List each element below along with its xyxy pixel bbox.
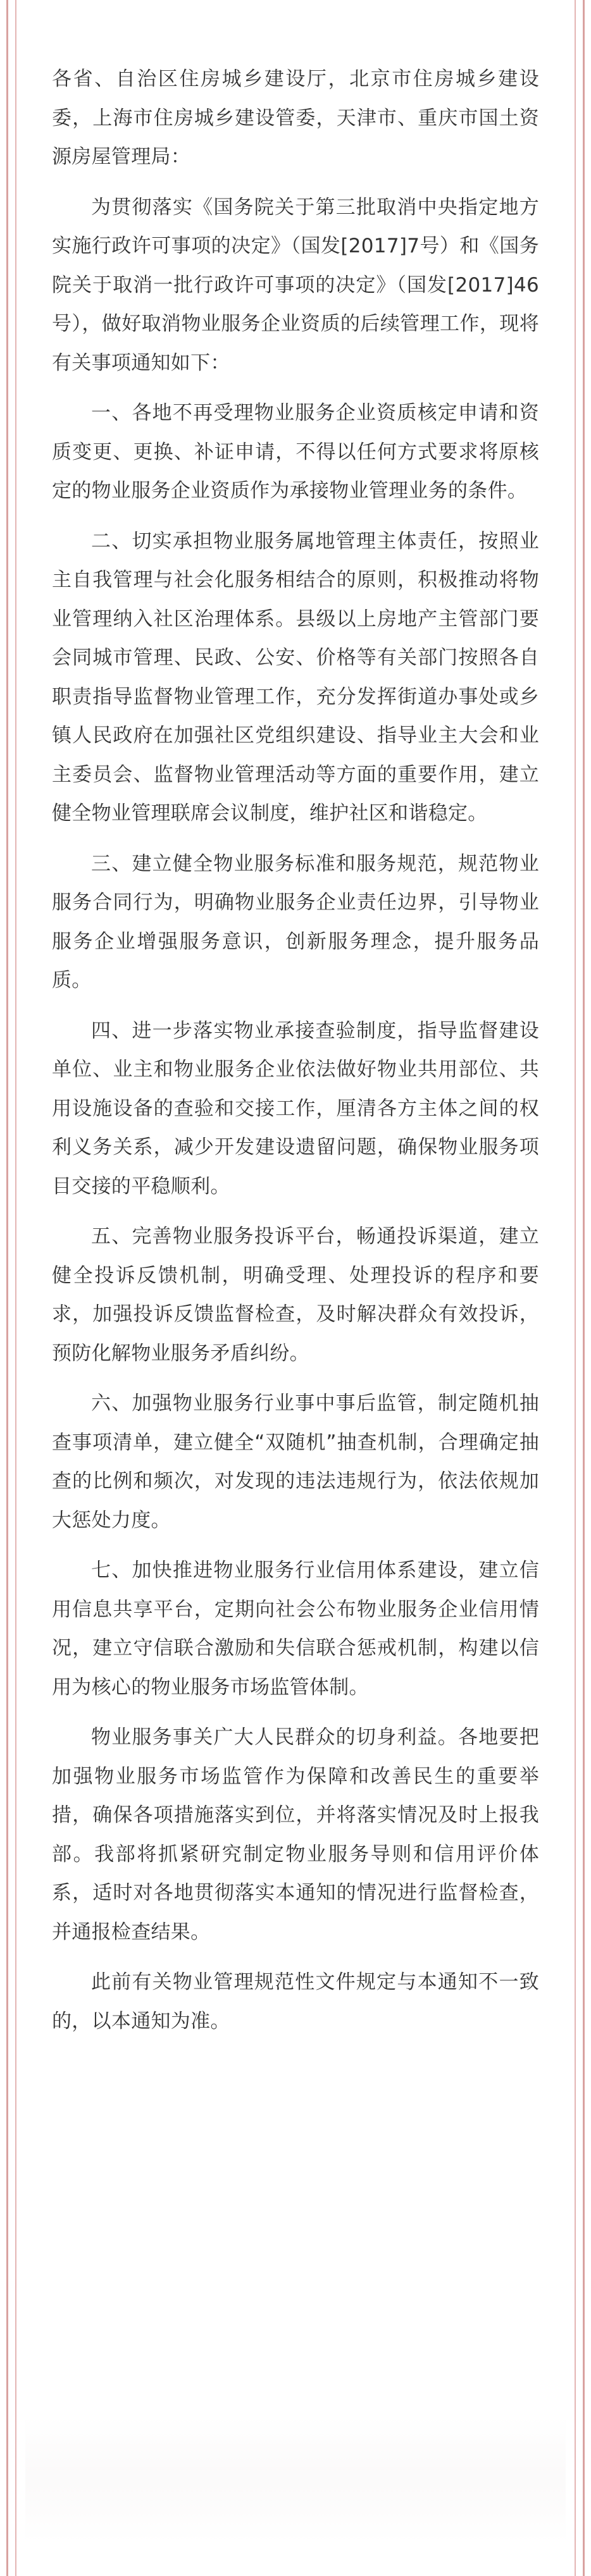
paragraph-item-5: 五、完善物业服务投诉平台，畅通投诉渠道，建立健全投诉反馈机制，明确受理、处理投诉的程序和要求，加强投诉反馈监督检查，及时解决群众有效投诉，预防化解物业服务矛盾纠纷。 <box>52 1225 539 1365</box>
paragraph-item-1: 一、各地不再受理物业服务企业资质核定申请和资质变更、更换、补证申请，不得以任何方式要求将原核定的物业服务企业资质作为承接物业管理业务的条件。 <box>52 402 539 502</box>
faded-footer-area <box>25 2416 566 2542</box>
paragraph-summary: 物业服务事关广大人民群众的切身利益。各地要把加强物业服务市场监管作为保障和改善民生的重要举措，确保各项措施落实到位，并将落实情况及时上报我部。我部将抓紧研究制定物业服务导则和信用评价体系，适时对各地贯彻落实本通知的情况进行监督检查，并通报检查结果。 <box>52 1726 539 1944</box>
paragraph-intro: 为贯彻落实《国务院关于第三批取消中央指定地方实施行政许可事项的决定》（国发[2017]7号）和《国务院关于取消一批行政许可事项的决定》（国发[2017]46号），做好取消物业服务企业资质的后续管理工作，现将有关事项通知如下： <box>52 195 539 374</box>
paragraph-item-3: 三、建立健全物业服务标准和服务规范，规范物业服务合同行为，明确物业服务企业责任边界，引导物业服务企业增强服务意识，创新服务理念，提升服务品质。 <box>52 852 539 992</box>
document-body <box>52 60 539 2052</box>
addressee-line: 各省、自治区住房城乡建设厅，北京市住房城乡建设委，上海市住房城乡建设管委，天津市、重庆市国土资源房屋管理局： <box>52 68 539 168</box>
paragraph-item-7: 七、加快推进物业服务行业信用体系建设，建立信用信息共享平台，定期向社会公布物业服务企业信用情况，建立守信联合激励和失信联合惩戒机制，构建以信用为核心的物业服务市场监管体制。 <box>52 1559 539 1699</box>
paragraph-item-6: 六、加强物业服务行业事中事后监管，制定随机抽查事项清单，建立健全“双随机”抽查机制，合理确定抽查的比例和频次，对发现的违法违规行为，依法依规加大惩处力度。 <box>52 1392 539 1532</box>
paragraph-closing: 此前有关物业管理规范性文件规定与本通知不一致的，以本通知为准。 <box>52 1971 539 2033</box>
paragraph-item-4: 四、进一步落实物业承接查验制度，指导监督建设单位、业主和物业服务企业依法做好物业共用部位、共用设施设备的查验和交接工作，厘清各方主体之间的权利义务关系，减少开发建设遗留问题，确保物业服务项目交接的平稳顺利。 <box>52 1019 539 1198</box>
paragraph-item-2: 二、切实承担物业服务属地管理主体责任，按照业主自我管理与社会化服务相结合的原则，积极推动将物业管理纳入社区治理体系。县级以上房地产主管部门要会同城市管理、民政、公安、价格等有关部门按照各自职责指导监督物业管理工作，充分发挥街道办事处或乡镇人民政府在加强社区党组织建设、指导业主大会和业主委员会、监督物业管理活动等方面的重要作用，建立健全物业管理联席会议制度，维护社区和谐稳定。 <box>52 529 539 825</box>
